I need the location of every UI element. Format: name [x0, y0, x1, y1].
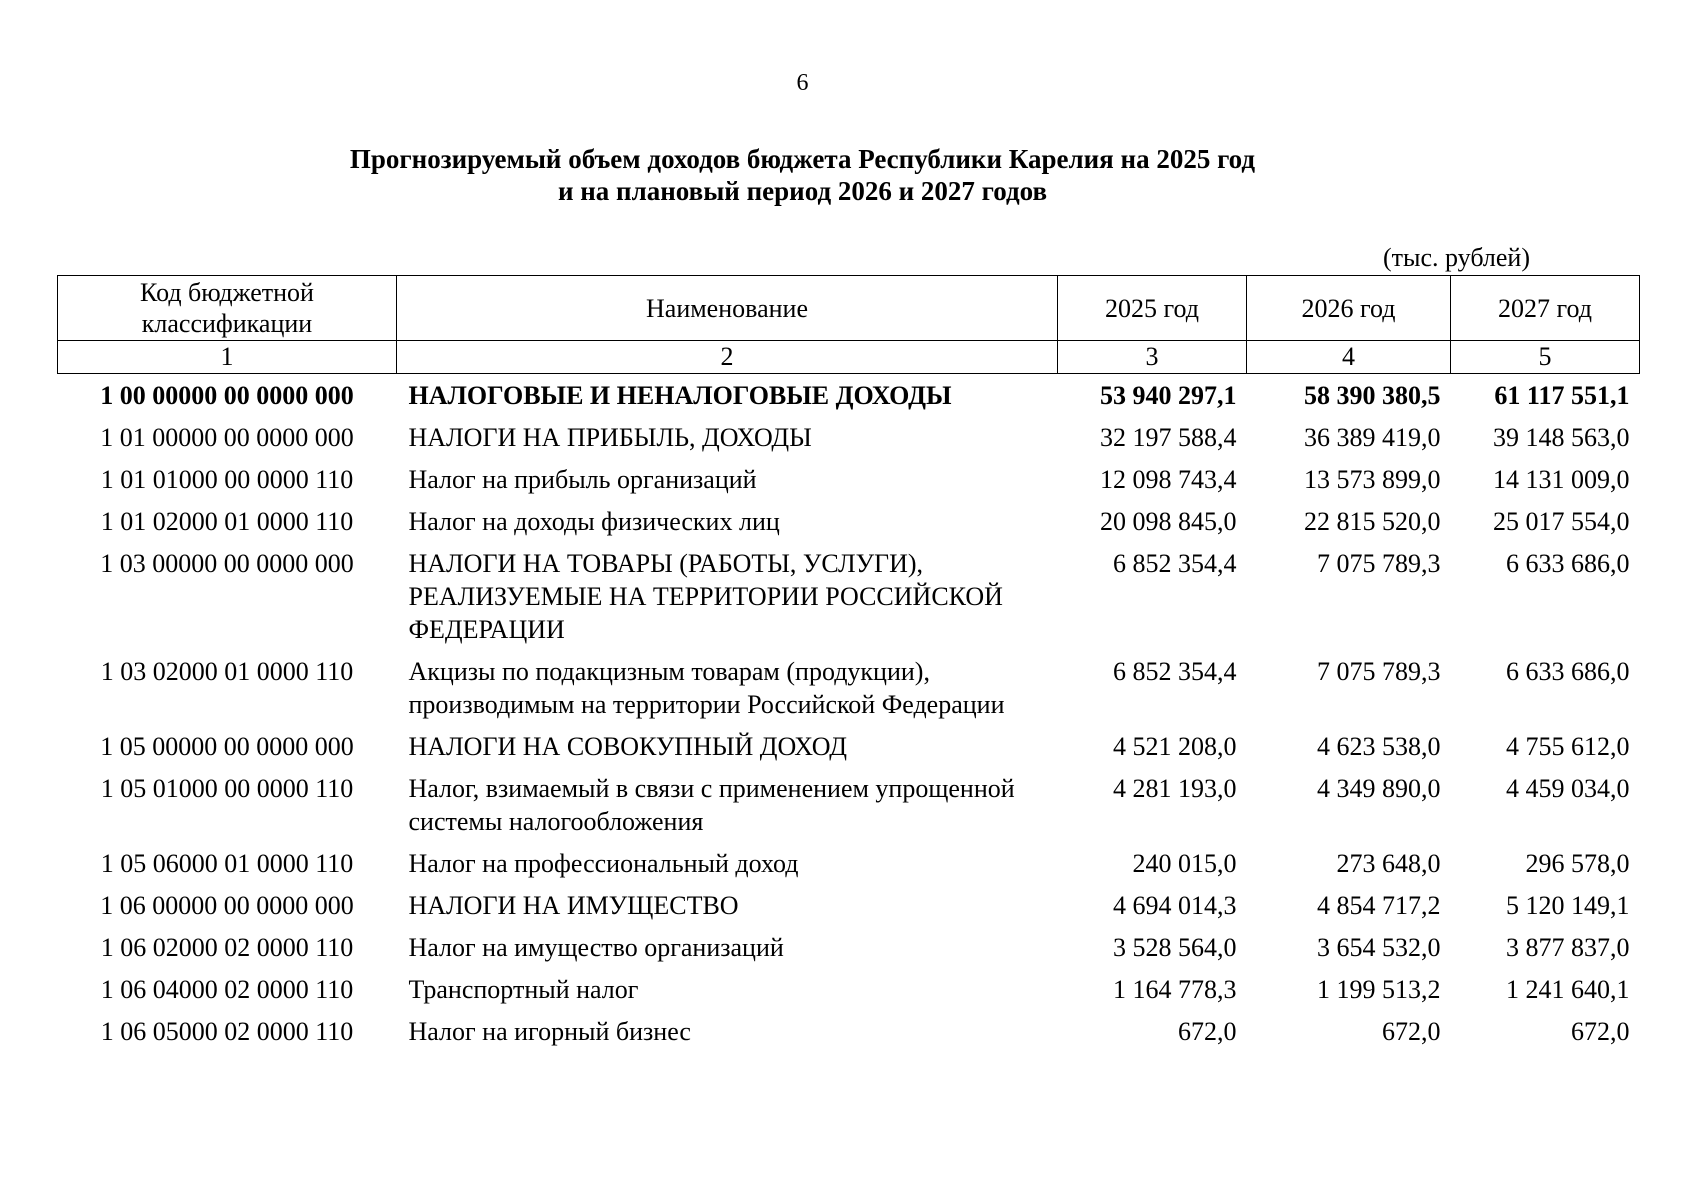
table-row [58, 768, 1640, 843]
title-line-1: Прогнозируемый объем доходов бюджета Республики Карелия на 2025 год [349, 144, 1256, 174]
table-row [58, 501, 1640, 543]
item-name-cell: НАЛОГИ НА ТОВАРЫ (РАБОТЫ, УСЛУГИ), РЕАЛИЗУЕМЫЕ НА ТЕРРИТОРИИ РОССИЙСКОЙ ФЕДЕРАЦИИ [408, 549, 1003, 644]
item-name-cell: Акцизы по подакцизным товарам (продукции), производимым на территории Российской Федерации [408, 657, 1005, 719]
table-body [58, 374, 1640, 1054]
item-name-cell: Налог на профессиональный доход [408, 849, 799, 878]
item-name-cell: НАЛОГИ НА ИМУЩЕСТВО [408, 891, 739, 920]
item-name-cell: Налог, взимаемый в связи с применением упрощенной системы налогообложения [408, 774, 1015, 836]
budget-code-cell: 1 06 00000 00 0000 000 [100, 891, 354, 920]
item-name-cell: НАЛОГОВЫЕ И НЕНАЛОГОВЫЕ ДОХОДЫ [408, 381, 952, 410]
value-2027-cell: 14 131 009,0 [1493, 465, 1630, 494]
value-2027-cell: 296 578,0 [1525, 849, 1630, 878]
budget-code-cell: 1 05 01000 00 0000 110 [100, 774, 354, 803]
item-name-cell: НАЛОГИ НА ПРИБЫЛЬ, ДОХОДЫ [408, 423, 812, 452]
document-title [0, 143, 1605, 207]
table-row [58, 1011, 1640, 1053]
value-2025-cell: 6 852 354,4 [1113, 657, 1237, 686]
page-number: 6 [796, 70, 809, 96]
budget-code-cell: 1 01 02000 01 0000 110 [100, 507, 354, 536]
column-number: 5 [1451, 341, 1640, 374]
item-name-cell: НАЛОГИ НА СОВОКУПНЫЙ ДОХОД [408, 732, 847, 761]
budget-code-cell: 1 03 02000 01 0000 110 [100, 657, 354, 686]
budget-code-cell: 1 06 04000 02 0000 110 [100, 975, 354, 1004]
header-2026: 2026 год [1247, 276, 1451, 341]
header-2027: 2027 год [1451, 276, 1640, 341]
value-2027-cell: 25 017 554,0 [1493, 507, 1630, 536]
title-line-2: и на плановый период 2026 и 2027 годов [557, 176, 1048, 206]
value-2025-cell: 240 015,0 [1132, 849, 1237, 878]
value-2026-cell: 7 075 789,3 [1317, 549, 1441, 578]
item-name-cell: Налог на игорный бизнес [408, 1017, 691, 1046]
header-2025: 2025 год [1058, 276, 1247, 341]
value-2025-cell: 32 197 588,4 [1100, 423, 1237, 452]
budget-code-cell: 1 05 06000 01 0000 110 [100, 849, 354, 878]
table-header-row [58, 276, 1640, 341]
value-2025-cell: 20 098 845,0 [1100, 507, 1237, 536]
item-name-cell: Налог на прибыль организаций [408, 465, 757, 494]
budget-code-cell: 1 05 00000 00 0000 000 [100, 732, 354, 761]
budget-code-cell: 1 00 00000 00 0000 000 [100, 381, 354, 410]
value-2026-cell: 3 654 532,0 [1317, 933, 1441, 962]
table-row [58, 726, 1640, 768]
value-2026-cell: 36 389 419,0 [1304, 423, 1441, 452]
value-2026-cell: 672,0 [1382, 1017, 1441, 1046]
value-2027-cell: 5 120 149,1 [1506, 891, 1630, 920]
item-name-cell: Налог на доходы физических лиц [408, 507, 780, 536]
table-row [58, 843, 1640, 885]
units-label: (тыс. рублей) [1382, 243, 1530, 272]
column-number: 3 [1058, 341, 1247, 374]
value-2027-cell: 4 459 034,0 [1506, 774, 1630, 803]
column-number: 1 [58, 341, 397, 374]
value-2027-cell: 61 117 551,1 [1494, 381, 1630, 410]
value-2026-cell: 4 623 538,0 [1317, 732, 1441, 761]
table-row [58, 459, 1640, 501]
value-2025-cell: 4 521 208,0 [1113, 732, 1237, 761]
value-2025-cell: 4 694 014,3 [1113, 891, 1237, 920]
value-2026-cell: 22 815 520,0 [1304, 507, 1441, 536]
value-2026-cell: 58 390 380,5 [1304, 381, 1441, 410]
value-2025-cell: 53 940 297,1 [1100, 381, 1237, 410]
value-2026-cell: 1 199 513,2 [1317, 975, 1441, 1004]
header-code: Код бюджетной классификации [58, 276, 397, 341]
value-2027-cell: 6 633 686,0 [1506, 657, 1630, 686]
value-2026-cell: 7 075 789,3 [1317, 657, 1441, 686]
table-row [58, 543, 1640, 651]
value-2027-cell: 3 877 837,0 [1506, 933, 1630, 962]
table-row [58, 651, 1640, 726]
value-2026-cell: 4 854 717,2 [1317, 891, 1441, 920]
revenue-table [57, 275, 1640, 1053]
value-2025-cell: 672,0 [1178, 1017, 1237, 1046]
budget-code-cell: 1 01 01000 00 0000 110 [100, 465, 354, 494]
budget-code-cell: 1 06 02000 02 0000 110 [100, 933, 354, 962]
table-row [58, 885, 1640, 927]
value-2026-cell: 273 648,0 [1336, 849, 1441, 878]
value-2027-cell: 39 148 563,0 [1493, 423, 1630, 452]
table-row [58, 927, 1640, 969]
table-row [58, 417, 1640, 459]
header-name: Наименование [397, 276, 1058, 341]
value-2027-cell: 4 755 612,0 [1506, 732, 1630, 761]
column-number: 4 [1247, 341, 1451, 374]
value-2026-cell: 13 573 899,0 [1304, 465, 1441, 494]
value-2027-cell: 6 633 686,0 [1506, 549, 1630, 578]
budget-code-cell: 1 01 00000 00 0000 000 [100, 423, 354, 452]
value-2025-cell: 12 098 743,4 [1100, 465, 1237, 494]
value-2025-cell: 4 281 193,0 [1113, 774, 1237, 803]
table-row [58, 969, 1640, 1011]
value-2025-cell: 1 164 778,3 [1113, 975, 1237, 1004]
value-2026-cell: 4 349 890,0 [1317, 774, 1441, 803]
column-number: 2 [397, 341, 1058, 374]
budget-code-cell: 1 03 00000 00 0000 000 [100, 549, 354, 578]
column-number-row [58, 341, 1640, 374]
value-2025-cell: 3 528 564,0 [1113, 933, 1237, 962]
value-2027-cell: 672,0 [1571, 1017, 1630, 1046]
item-name-cell: Транспортный налог [408, 975, 639, 1004]
value-2025-cell: 6 852 354,4 [1113, 549, 1237, 578]
value-2027-cell: 1 241 640,1 [1506, 975, 1630, 1004]
item-name-cell: Налог на имущество организаций [408, 933, 784, 962]
budget-code-cell: 1 06 05000 02 0000 110 [100, 1017, 354, 1046]
table-row [58, 374, 1640, 418]
